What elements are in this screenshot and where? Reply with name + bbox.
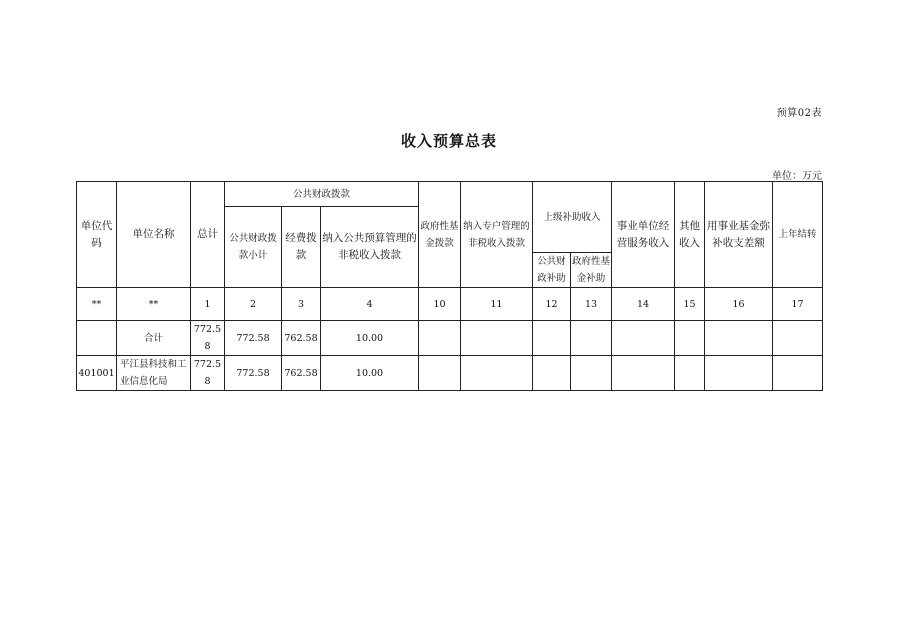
cell-gov-fund [419, 321, 461, 356]
header-nontax-special: 纳入专户管理的非税收入拨款 [461, 182, 533, 288]
header-unit-name: 单位名称 [117, 182, 191, 288]
cell-gov-fund-subsidy [571, 321, 612, 356]
header-gov-fund-subsidy: 政府性基金补助 [571, 253, 612, 288]
header-fund-offset: 用事业基金弥补收支差额 [705, 182, 773, 288]
index-cell: ** [117, 288, 191, 321]
page-title: 收入预算总表 [400, 132, 497, 150]
index-cell: 10 [419, 288, 461, 321]
cell-other-income [675, 356, 705, 391]
index-cell: 16 [705, 288, 773, 321]
cell-subtotal: 772.58 [225, 321, 282, 356]
index-cell: 11 [461, 288, 533, 321]
unit-label: 单位：万元 [772, 171, 822, 182]
header-carryover: 上年结转 [773, 182, 823, 288]
cell-unit-name: 平江县科技和工业信息化局 [117, 356, 191, 391]
index-cell: 3 [282, 288, 321, 321]
income-budget-table [76, 181, 823, 391]
index-row [77, 288, 823, 321]
header-unit-code: 单位代码 [77, 182, 117, 288]
index-cell: 17 [773, 288, 823, 321]
index-cell: 15 [675, 288, 705, 321]
cell-operating: 762.58 [282, 321, 321, 356]
index-cell: 4 [321, 288, 419, 321]
cell-fund-offset [705, 321, 773, 356]
header-total: 总计 [191, 182, 225, 288]
cell-operating: 762.58 [282, 356, 321, 391]
header-gov-fund: 政府性基金拨款 [419, 182, 461, 288]
index-cell: ** [77, 288, 117, 321]
cell-other-income [675, 321, 705, 356]
header-other-income: 其他收入 [675, 182, 705, 288]
cell-nontax-special [461, 356, 533, 391]
header-public-finance-subsidy: 公共财政补助 [533, 253, 571, 288]
header-row-1 [77, 182, 823, 207]
cell-public-finance-subsidy [533, 356, 571, 391]
cell-carryover [773, 356, 823, 391]
header-superior-subsidy: 上级补助收入 [533, 182, 612, 253]
header-business-income: 事业单位经营服务收入 [612, 182, 675, 288]
cell-total: 772.58 [191, 356, 225, 391]
cell-business-income [612, 321, 675, 356]
index-cell: 12 [533, 288, 571, 321]
cell-unit-code [77, 321, 117, 356]
cell-carryover [773, 321, 823, 356]
index-cell: 2 [225, 288, 282, 321]
cell-nontax-public: 10.00 [321, 356, 419, 391]
form-number: 预算02表 [776, 108, 822, 119]
header-nontax-public-budget: 纳入公共预算管理的非税收入拨款 [321, 207, 419, 288]
cell-unit-name: 合计 [117, 321, 191, 356]
cell-gov-fund [419, 356, 461, 391]
index-cell: 13 [571, 288, 612, 321]
cell-fund-offset [705, 356, 773, 391]
cell-business-income [612, 356, 675, 391]
cell-nontax-special [461, 321, 533, 356]
cell-public-finance-subsidy [533, 321, 571, 356]
table-row [77, 356, 823, 391]
cell-unit-code: 401001 [77, 356, 117, 391]
cell-gov-fund-subsidy [571, 356, 612, 391]
cell-nontax-public: 10.00 [321, 321, 419, 356]
header-public-finance: 公共财政拨款 [225, 182, 419, 207]
index-cell: 1 [191, 288, 225, 321]
table-row [77, 321, 823, 356]
cell-total: 772.58 [191, 321, 225, 356]
header-operating-appropriation: 经费拨款 [282, 207, 321, 288]
index-cell: 14 [612, 288, 675, 321]
header-public-finance-subtotal: 公共财政拨款小计 [225, 207, 282, 288]
cell-subtotal: 772.58 [225, 356, 282, 391]
